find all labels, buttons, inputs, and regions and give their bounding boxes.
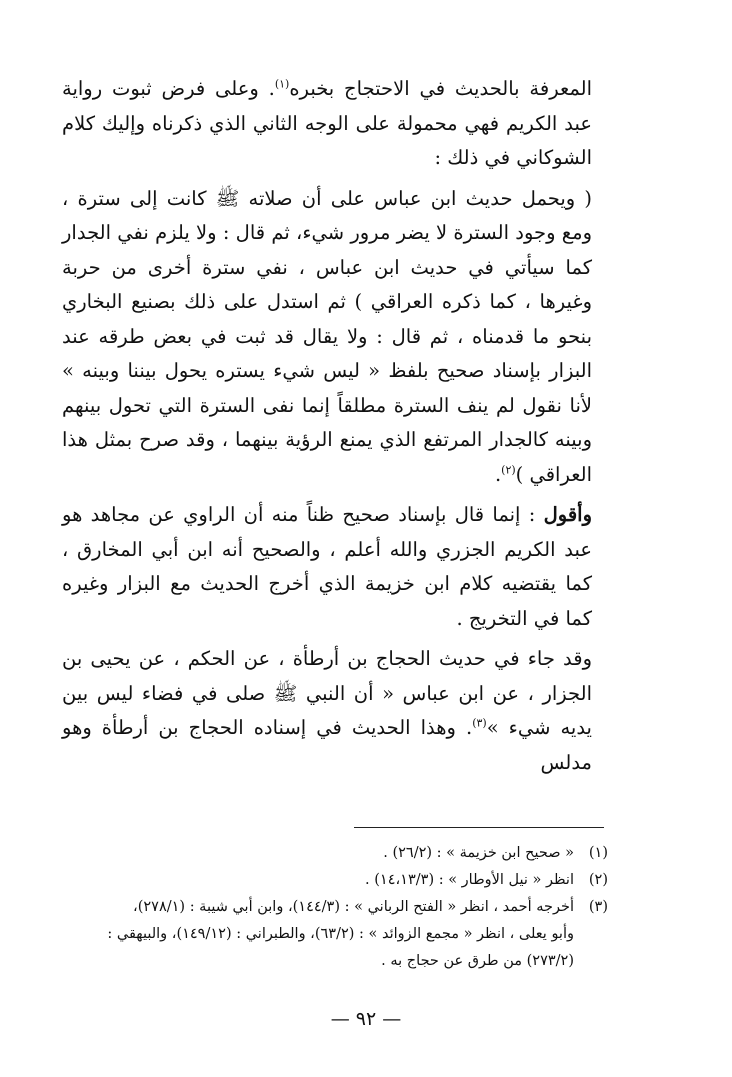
- paragraph-4-text-a: وقد جاء في حديث الحجاج بن أرطأة ، عن الحكم ، عن يحيى بن الجزار ، عن ابن عباس « أن النبي ﷺ صلى في فضاء ليس بين يديه شيء »: [62, 647, 592, 739]
- footnote-divider: [354, 827, 604, 828]
- paragraph-2-text-b: .: [494, 462, 502, 486]
- footnote-ref-3: (٣): [472, 716, 487, 730]
- footnote-ref-1: (١): [274, 77, 290, 91]
- footnote-1: [62, 840, 608, 867]
- footnote-3-number: (٣): [588, 899, 608, 915]
- footnote-2-number: (٢): [588, 872, 608, 888]
- footnote-1-text: « صحيح ابن خزيمة » : (٢٦/٢) .: [383, 845, 574, 861]
- footnote-3-continuation-1: وأبو يعلى ، انظر « مجمع الزوائد » : (٦٣/٢)، والطبراني : (١٤٩/١٢)، والبيهقي :: [107, 926, 574, 942]
- footnote-2-text: انظر « نيل الأوطار » : (١٤،١٣/٣) .: [365, 872, 574, 888]
- paragraph-3-text: : إنما قال بإسناد صحيح ظناً منه أن الراوي عن مجاهد هو عبد الكريم الجزري والله أعلم ، والصحيح أنه ابن أبي المخارق ، كما يقتضيه كلام ابن خزيمة الذي أخرج الحديث مع البزار وغيره كما في التخريج .: [62, 503, 592, 630]
- footnote-3: [62, 894, 608, 921]
- footnote-3-text: أخرجه أحمد ، انظر « الفتح الرباني » : (١٤٤/٣)، وابن أبي شيبة : (٢٧٨/١)،: [133, 899, 574, 915]
- footnote-3-continuation-2: (٢٧٣/٢) من طرق عن حجاج به .: [381, 953, 574, 969]
- paragraph-1-text-b: . وعلى فرض ثبوت رواية عبد الكريم فهي محمولة على الوجه الثاني الذي ذكرناه وإليك كلام الشوكاني في ذلك :: [62, 77, 592, 169]
- paragraph-2-quote: [62, 182, 592, 493]
- paragraph-4: [62, 642, 592, 780]
- paragraph-1-text-a: المعرفة بالحديث في الاحتجاج بخبره: [289, 77, 592, 100]
- footnote-2: [62, 867, 608, 894]
- paragraph-4-text-b: . وهذا الحديث في إسناده الحجاج بن أرطأة وهو مدلس: [62, 716, 592, 774]
- page-number: — ٩٢ —: [330, 1008, 402, 1030]
- paragraph-3-lead: وأقول: [543, 503, 592, 526]
- footnotes: [62, 840, 608, 975]
- paragraph-2-text-a: ( ويحمل حديث ابن عباس على أن صلاته ﷺ كانت إلى سترة ، ومع وجود السترة لا يضر مرور شيء، ثم قال : ولا يلزم نفي الجدار كما سيأتي في حديث ابن عباس ، نفي سترة أخرى من حربة وغيرها ، كما ذكره العراقي ) ثم استدل على ذلك بصنيع البخاري بنحو ما قدمناه ، ثم قال : ولا يقال قد ثبت في بعض طرقه عند البزار بإسناد صحيح بلفظ « ليس شيء يستره يحول بيننا وبينه » لأنا نقول لم ينف السترة مطلقاً إنما نفى السترة التي تحول بينهم وبينه كالجدار المرتفع الذي يمنع الرؤية بينهما ، وقد صرح بمثل هذا العراقي ): [62, 186, 592, 486]
- footnote-ref-2: (٢): [501, 463, 516, 476]
- footnote-1-number: (١): [588, 845, 608, 861]
- paragraph-1: [62, 72, 592, 176]
- paragraph-3: [62, 498, 592, 636]
- main-text: [62, 72, 592, 786]
